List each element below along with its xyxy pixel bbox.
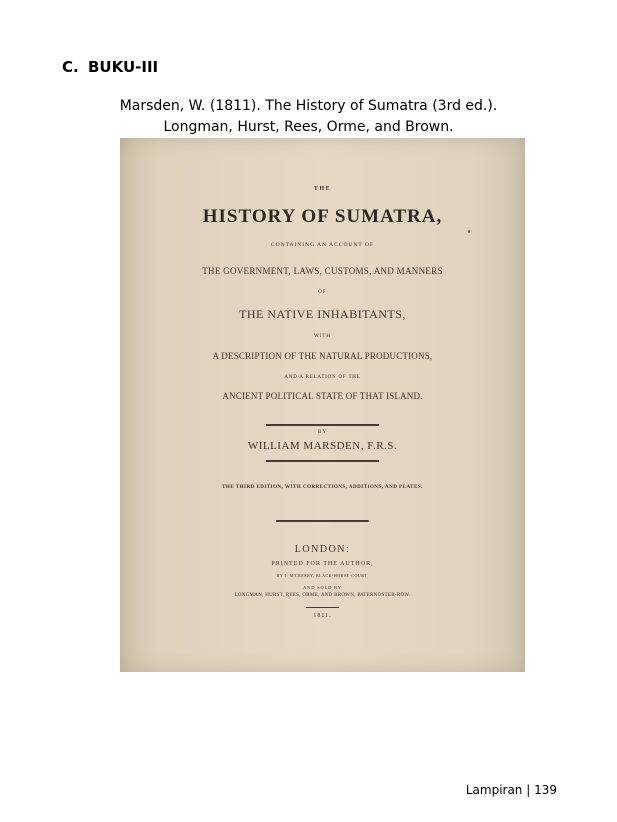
title-page-printed: PRINTED FOR THE AUTHOR, <box>271 561 374 567</box>
title-page-relation: AND A RELATION OF THE <box>284 375 361 380</box>
title-page-title: HISTORY OF SUMATRA, <box>202 206 443 227</box>
title-page-ornament-rule <box>276 520 369 522</box>
title-page-by: BY <box>318 430 327 435</box>
paper-speck <box>468 230 470 233</box>
title-page-year: 1811. <box>313 613 332 619</box>
book-title-page-scan <box>120 138 525 672</box>
page-footer: Lampiran | 139 <box>465 783 557 797</box>
title-page-containing: CONTAINING AN ACCOUNT OF <box>270 242 375 248</box>
title-page-ancient: ANCIENT POLITICAL STATE OF THAT ISLAND. <box>222 391 423 401</box>
title-page-rule-year <box>306 607 339 608</box>
title-page-printer: BY J. M'CREERY, BLACK-HORSE-COURT, <box>276 573 369 578</box>
citation-line-2: Longman, Hurst, Rees, Orme, and Brown. <box>163 119 454 135</box>
title-page-government: THE GOVERNMENT, LAWS, CUSTOMS, AND MANNERS <box>202 266 443 276</box>
title-page-description: A DESCRIPTION OF THE NATURAL PRODUCTIONS, <box>212 351 433 361</box>
title-page-author: WILLIAM MARSDEN, F.R.S. <box>247 440 398 452</box>
title-page-native: THE NATIVE INHABITANTS, <box>239 307 406 321</box>
title-page-with: WITH <box>313 334 332 339</box>
title-page-rule-upper <box>266 424 379 426</box>
title-page-of: OF <box>318 290 327 295</box>
section-number: C. <box>62 58 79 76</box>
section-title: BUKU-III <box>88 58 159 76</box>
title-page-the: THE <box>313 186 332 192</box>
title-page-sold: AND SOLD BY <box>303 585 342 590</box>
title-page-london: LONDON: <box>294 544 351 555</box>
title-page-publishers: LONGMAN, HURST, REES, ORME, AND BROWN, PATERNOSTER-ROW. <box>234 593 411 598</box>
title-page-rule-lower <box>266 460 379 462</box>
section-heading <box>62 58 158 76</box>
citation-line-1: Marsden, W. (1811). The History of Sumatra (3rd ed.). <box>119 98 498 114</box>
title-page-edition: THE THIRD EDITION, WITH CORRECTIONS, ADDITIONS, AND PLATES. <box>222 485 423 490</box>
